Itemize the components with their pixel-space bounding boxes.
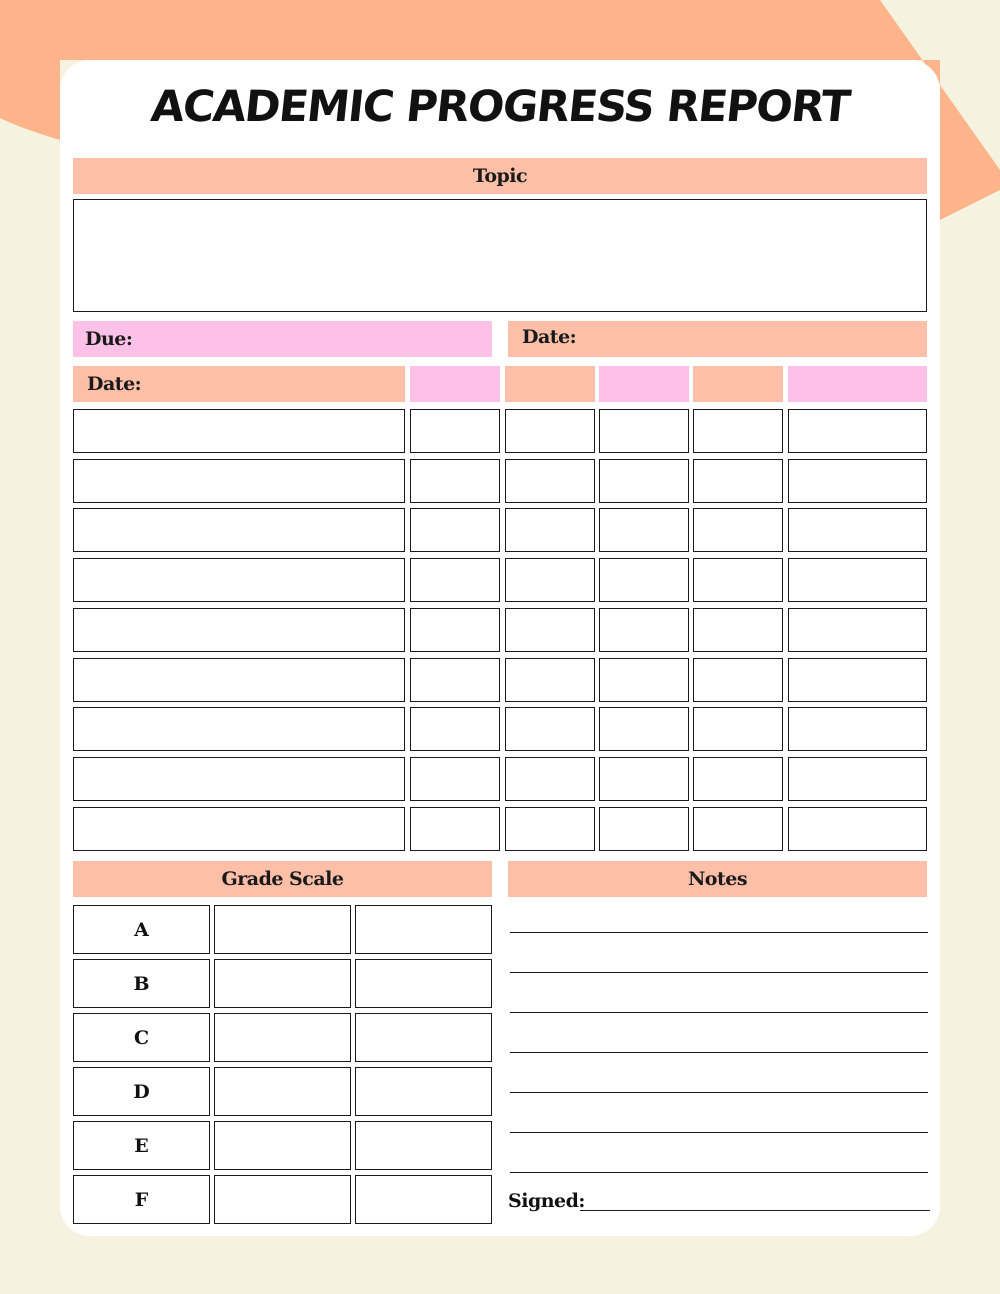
date-label: Date: xyxy=(522,326,577,348)
schedule-cell[interactable] xyxy=(788,459,927,503)
schedule-cell[interactable] xyxy=(693,658,783,702)
grade-cell[interactable] xyxy=(214,905,351,954)
schedule-cell[interactable] xyxy=(410,807,500,851)
schedule-cell[interactable] xyxy=(505,608,595,652)
schedule-header-col-5 xyxy=(788,366,927,402)
notes-line[interactable] xyxy=(510,1172,928,1173)
schedule-cell[interactable] xyxy=(599,558,689,602)
schedule-cell[interactable] xyxy=(73,807,405,851)
schedule-cell[interactable] xyxy=(788,608,927,652)
grade-cell[interactable] xyxy=(355,1013,492,1062)
schedule-cell[interactable] xyxy=(505,807,595,851)
grade-letter-c: C xyxy=(73,1013,210,1062)
schedule-cell[interactable] xyxy=(788,558,927,602)
schedule-cell[interactable] xyxy=(693,707,783,751)
schedule-cell[interactable] xyxy=(505,707,595,751)
schedule-cell[interactable] xyxy=(693,608,783,652)
schedule-cell[interactable] xyxy=(788,409,927,453)
schedule-cell[interactable] xyxy=(505,757,595,801)
schedule-cell[interactable] xyxy=(505,459,595,503)
grade-letter-b: B xyxy=(73,959,210,1008)
schedule-cell[interactable] xyxy=(599,757,689,801)
schedule-cell[interactable] xyxy=(410,409,500,453)
schedule-cell[interactable] xyxy=(599,508,689,552)
schedule-cell[interactable] xyxy=(73,459,405,503)
schedule-cell[interactable] xyxy=(788,707,927,751)
grade-cell[interactable] xyxy=(214,959,351,1008)
grade-cell[interactable] xyxy=(355,1121,492,1170)
schedule-cell[interactable] xyxy=(410,757,500,801)
schedule-cell[interactable] xyxy=(410,459,500,503)
due-label: Due: xyxy=(85,328,133,350)
schedule-cell[interactable] xyxy=(73,558,405,602)
schedule-cell[interactable] xyxy=(505,508,595,552)
schedule-cell[interactable] xyxy=(693,508,783,552)
grade-letter-d: D xyxy=(73,1067,210,1116)
grade-cell[interactable] xyxy=(355,905,492,954)
notes-line[interactable] xyxy=(510,972,928,973)
schedule-cell[interactable] xyxy=(505,658,595,702)
schedule-cell[interactable] xyxy=(410,658,500,702)
schedule-cell[interactable] xyxy=(693,807,783,851)
notes-line[interactable] xyxy=(510,932,928,933)
notes-line[interactable] xyxy=(510,1132,928,1133)
schedule-header-col-2 xyxy=(505,366,595,402)
grade-letter-f: F xyxy=(73,1175,210,1224)
schedule-cell[interactable] xyxy=(505,558,595,602)
schedule-cell[interactable] xyxy=(788,508,927,552)
schedule-cell[interactable] xyxy=(410,707,500,751)
page-title: ACADEMIC PROGRESS REPORT xyxy=(148,82,852,132)
grade-cell[interactable] xyxy=(355,959,492,1008)
grade-letter-e: E xyxy=(73,1121,210,1170)
schedule-cell[interactable] xyxy=(788,658,927,702)
grade-cell[interactable] xyxy=(355,1175,492,1224)
notes-line[interactable] xyxy=(510,1092,928,1093)
schedule-cell[interactable] xyxy=(693,757,783,801)
grade-cell[interactable] xyxy=(214,1013,351,1062)
date-field[interactable] xyxy=(508,321,927,357)
schedule-cell[interactable] xyxy=(505,409,595,453)
grade-cell[interactable] xyxy=(355,1067,492,1116)
schedule-cell[interactable] xyxy=(788,807,927,851)
due-field[interactable] xyxy=(73,321,492,357)
topic-header: Topic xyxy=(73,158,927,194)
schedule-cell[interactable] xyxy=(73,757,405,801)
schedule-date-label: Date: xyxy=(87,373,142,395)
schedule-cell[interactable] xyxy=(599,658,689,702)
schedule-cell[interactable] xyxy=(693,459,783,503)
schedule-cell[interactable] xyxy=(693,558,783,602)
schedule-cell[interactable] xyxy=(599,807,689,851)
schedule-cell[interactable] xyxy=(599,409,689,453)
schedule-cell[interactable] xyxy=(73,508,405,552)
schedule-cell[interactable] xyxy=(599,608,689,652)
notes-line[interactable] xyxy=(510,1052,928,1053)
grade-cell[interactable] xyxy=(214,1067,351,1116)
schedule-cell[interactable] xyxy=(410,558,500,602)
schedule-cell[interactable] xyxy=(73,608,405,652)
schedule-cell[interactable] xyxy=(788,757,927,801)
schedule-header-col-1 xyxy=(410,366,500,402)
schedule-date-header xyxy=(73,366,405,402)
signed-label: Signed: xyxy=(508,1190,585,1212)
grade-letter-a: A xyxy=(73,905,210,954)
grade-scale-header: Grade Scale xyxy=(73,861,492,897)
schedule-cell[interactable] xyxy=(410,508,500,552)
grade-cell[interactable] xyxy=(214,1121,351,1170)
signature-line[interactable] xyxy=(580,1210,930,1211)
schedule-header-col-4 xyxy=(693,366,783,402)
grade-cell[interactable] xyxy=(214,1175,351,1224)
notes-header: Notes xyxy=(508,861,927,897)
schedule-cell[interactable] xyxy=(73,409,405,453)
schedule-cell[interactable] xyxy=(73,658,405,702)
schedule-cell[interactable] xyxy=(410,608,500,652)
schedule-cell[interactable] xyxy=(73,707,405,751)
notes-line[interactable] xyxy=(510,1012,928,1013)
schedule-header-col-3 xyxy=(599,366,689,402)
schedule-cell[interactable] xyxy=(599,707,689,751)
topic-input-box[interactable] xyxy=(73,199,927,312)
schedule-cell[interactable] xyxy=(693,409,783,453)
schedule-cell[interactable] xyxy=(599,459,689,503)
